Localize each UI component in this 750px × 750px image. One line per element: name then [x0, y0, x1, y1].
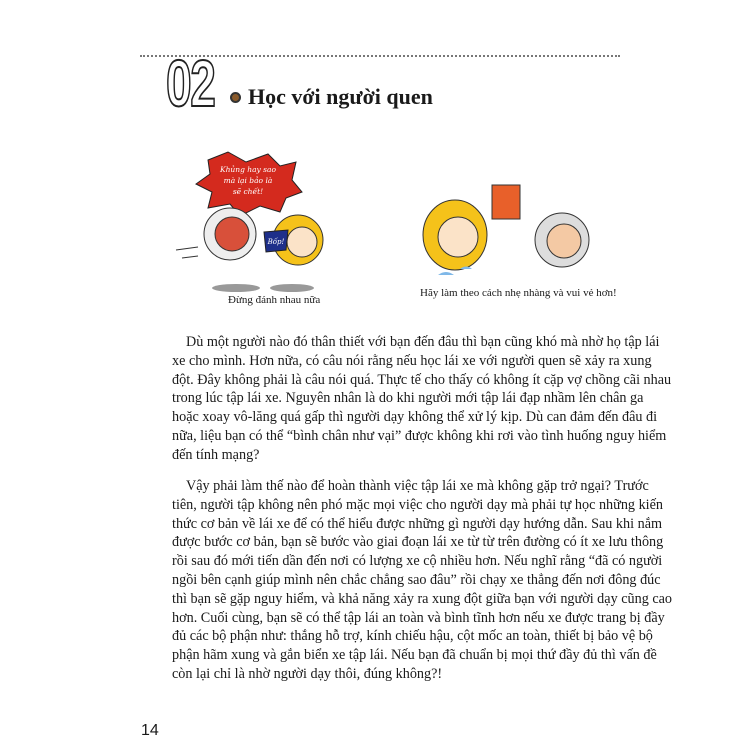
- text-line: đột. Đây không phải là câu nói quá. Thực tế cho thấy có không ít cặp vợ chồng cãi nhau: [172, 371, 672, 388]
- caption-left: Đừng đánh nhau nữa: [228, 294, 321, 306]
- text-line: rồi sau đó mới tiến dần đến nơi có lượng xe cộ nhiều hơn. Nếu nghĩ rằng “đã có người: [172, 553, 663, 570]
- text-line: đến tính mạng?: [172, 446, 260, 463]
- caption-right: Hãy làm theo cách nhẹ nhàng và vui vẻ hơn!: [420, 287, 617, 299]
- text-line: hoặc xoay vô-lăng quá gấp thì người dạy không thể xử lý kịp. Dù can đảm đến đâu đi: [172, 409, 658, 426]
- happy-characters-illustration: [420, 165, 620, 280]
- text-line: Dù một người nào đó thân thiết với bạn đến đâu thì bạn cũng khó mà nhờ họ tập lái: [186, 334, 660, 350]
- paragraph-1: [172, 333, 672, 465]
- text-line: Vậy phải làm thế nào để hoàn thành việc tập lái xe mà không gặp trở ngại? Trước: [186, 478, 649, 494]
- section-title: Học với người quen: [248, 84, 433, 109]
- text-line: thức cơ bản về lái xe để có thể hiểu được những gì người dạy hướng dẫn. Sau khi nắm: [172, 515, 663, 532]
- speech-bubble-line: Khủng hay sao: [219, 165, 277, 174]
- text-line: được bước cơ bản, bạn sẽ bước vào giai đoạn lái xe từ từ trên đường có ít xe lưu thông: [172, 534, 664, 551]
- speech-bubble-line: sẽ chết!: [232, 187, 264, 196]
- page-number: 14: [141, 722, 159, 739]
- text-line: hơn. Cuối cùng, bạn sẽ có thể tập lái an toàn và bình tĩnh hơn nếu xe được trang bị đầy: [172, 609, 665, 626]
- text-line: xe cho mình. Hơn nữa, có câu nói rằng nếu học lái xe với người quen sẽ xảy ra xung: [172, 352, 652, 369]
- text-line: trong lúc tập lái xe. Nguyên nhân là do khi người mới tập lái đạp nhầm lên chân ga: [172, 390, 644, 407]
- speech-bubble-line: mà lại bảo là: [223, 176, 273, 185]
- paragraph-2: [172, 477, 673, 684]
- text-line: tiên, người tập không nên phó mặc mọi việc cho người dạy mà phải tự học những kiến: [172, 496, 663, 513]
- section-number: 02: [166, 46, 215, 120]
- bullet-dot-icon: [230, 92, 241, 103]
- text-line: thì bạn sẽ gặp nguy hiểm, và khả năng xảy ra xung đột giữa bạn với người dạy cũng cao: [172, 590, 673, 607]
- fighting-characters-illustration: [168, 150, 348, 295]
- text-line: phận hãm xung và gắn biển xe tập lái. Nếu bạn đã chuẩn bị mọi thứ đầy đủ thì vấn đề: [172, 647, 657, 664]
- text-line: nữa, liệu bạn có thể “bình chân như vại” được không khi rơi vào tình huống nguy hiểm: [172, 427, 667, 444]
- text-line: còn lại chỉ là nhờ người dạy thôi, đúng không?!: [172, 665, 443, 682]
- text-line: đủ các bộ phận như: thắng hỗ trợ, kính chiếu hậu, cột mốc an toàn, thiết bị bảo vệ bộ: [172, 628, 653, 645]
- text-line: ngồi bên cạnh giúp mình nên chắc chẳng sao đâu” rồi chạy xe thẳng đến nơi đông đúc: [172, 571, 661, 588]
- sound-effect: Bốp!: [267, 238, 285, 246]
